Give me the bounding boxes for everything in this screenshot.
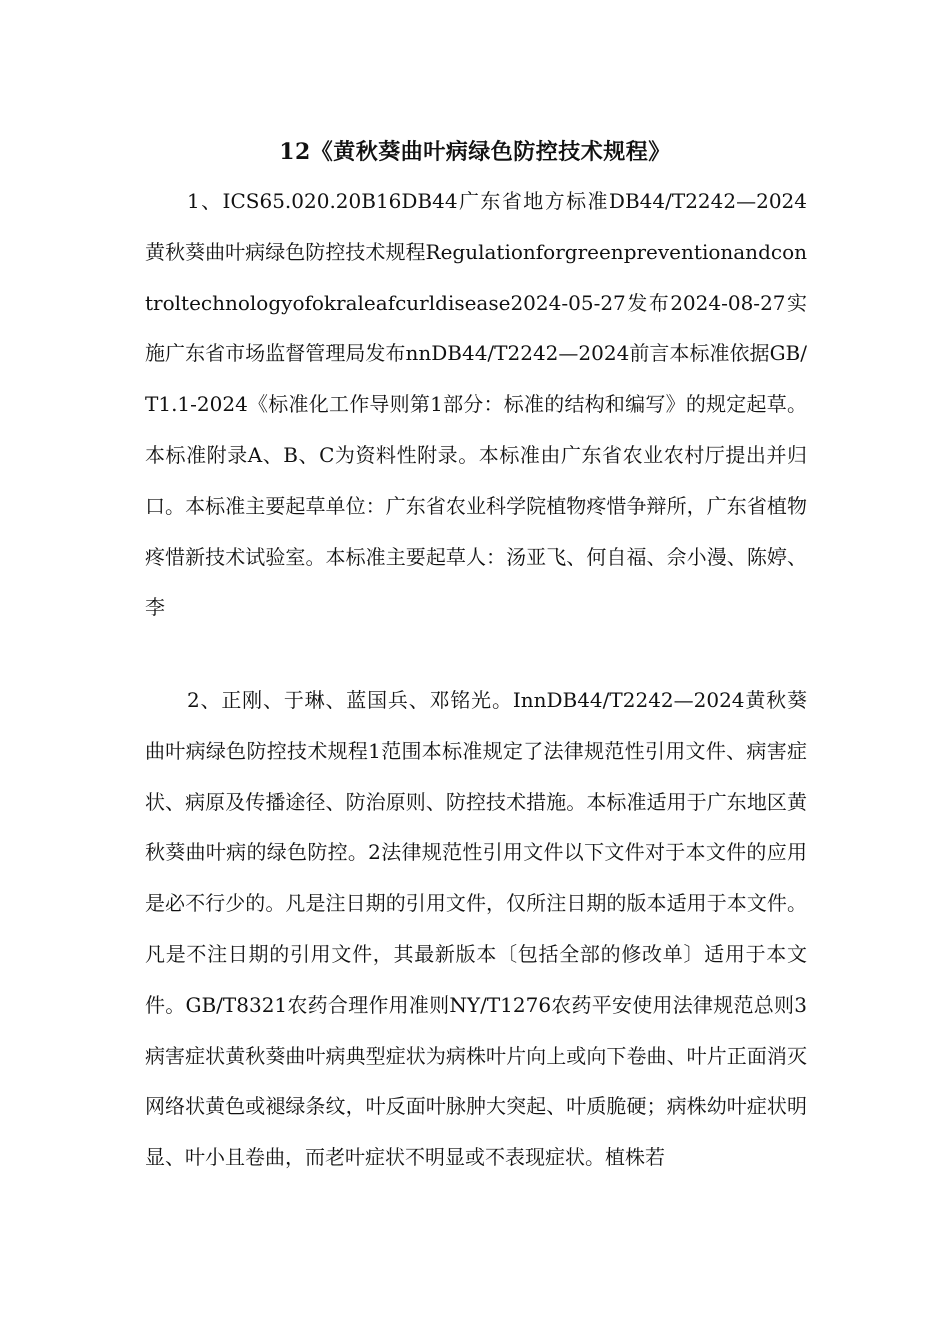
paragraph-2 xyxy=(145,675,807,1183)
paragraph-1-text: 1、ICS65.020.20B16DB44广东省地方标准DB44/T2242—2024黄秋葵曲叶病绿色防控技术规程Regulationforgreenpreventionandcontroltechnologyofokraleafcurldisease2024-05-27发布2024-08-27实施广东省市场监督管理局发布nnDB44/T2242—2024前言本标准依据GB/T1.1-2024《标准化工作导则第1部分：标准的结构和编写》的规定起草。本标准附录A、B、C为资料性附录。本标准由广东省农业农村厅提出并归口。本标准主要起草单位：广东省农业科学院植物疼惜争辩所，广东省植物疼惜新技术试验室。本标准主要起草人：汤亚飞、何自福、佘小漫、陈婷、李 xyxy=(145,189,807,620)
document-title: 12《黄秋葵曲叶病绿色防控技术规程》 xyxy=(279,139,671,165)
paragraph-2-text: 2、正刚、于琳、蓝国兵、邓铭光。InnDB44/T2242—2024黄秋葵曲叶病绿色防控技术规程1范围本标准规定了法律规范性引用文件、病害症状、病原及传播途径、防治原则、防控技术措施。本标准适用于广东地区黄秋葵曲叶病的绿色防控。2法律规范性引用文件以下文件对于本文件的应用是必不行少的。凡是注日期的引用文件，仅所注日期的版本适用于本文件。凡是不注日期的引用文件，其最新版本〔包括全部的修改单〕适用于本文件。GB/T8321农药合理作用准则NY/T1276农药平安使用法律规范总则3病害症状黄秋葵曲叶病典型症状为病株叶片向上或向下卷曲、叶片正面消灭网络状黄色或褪绿条纹，叶反面叶脉肿大突起、叶质脆硬；病株幼叶症状明显、叶小且卷曲，而老叶症状不明显或不表现症状。植株若 xyxy=(145,688,807,1170)
paragraph-1 xyxy=(145,176,807,633)
